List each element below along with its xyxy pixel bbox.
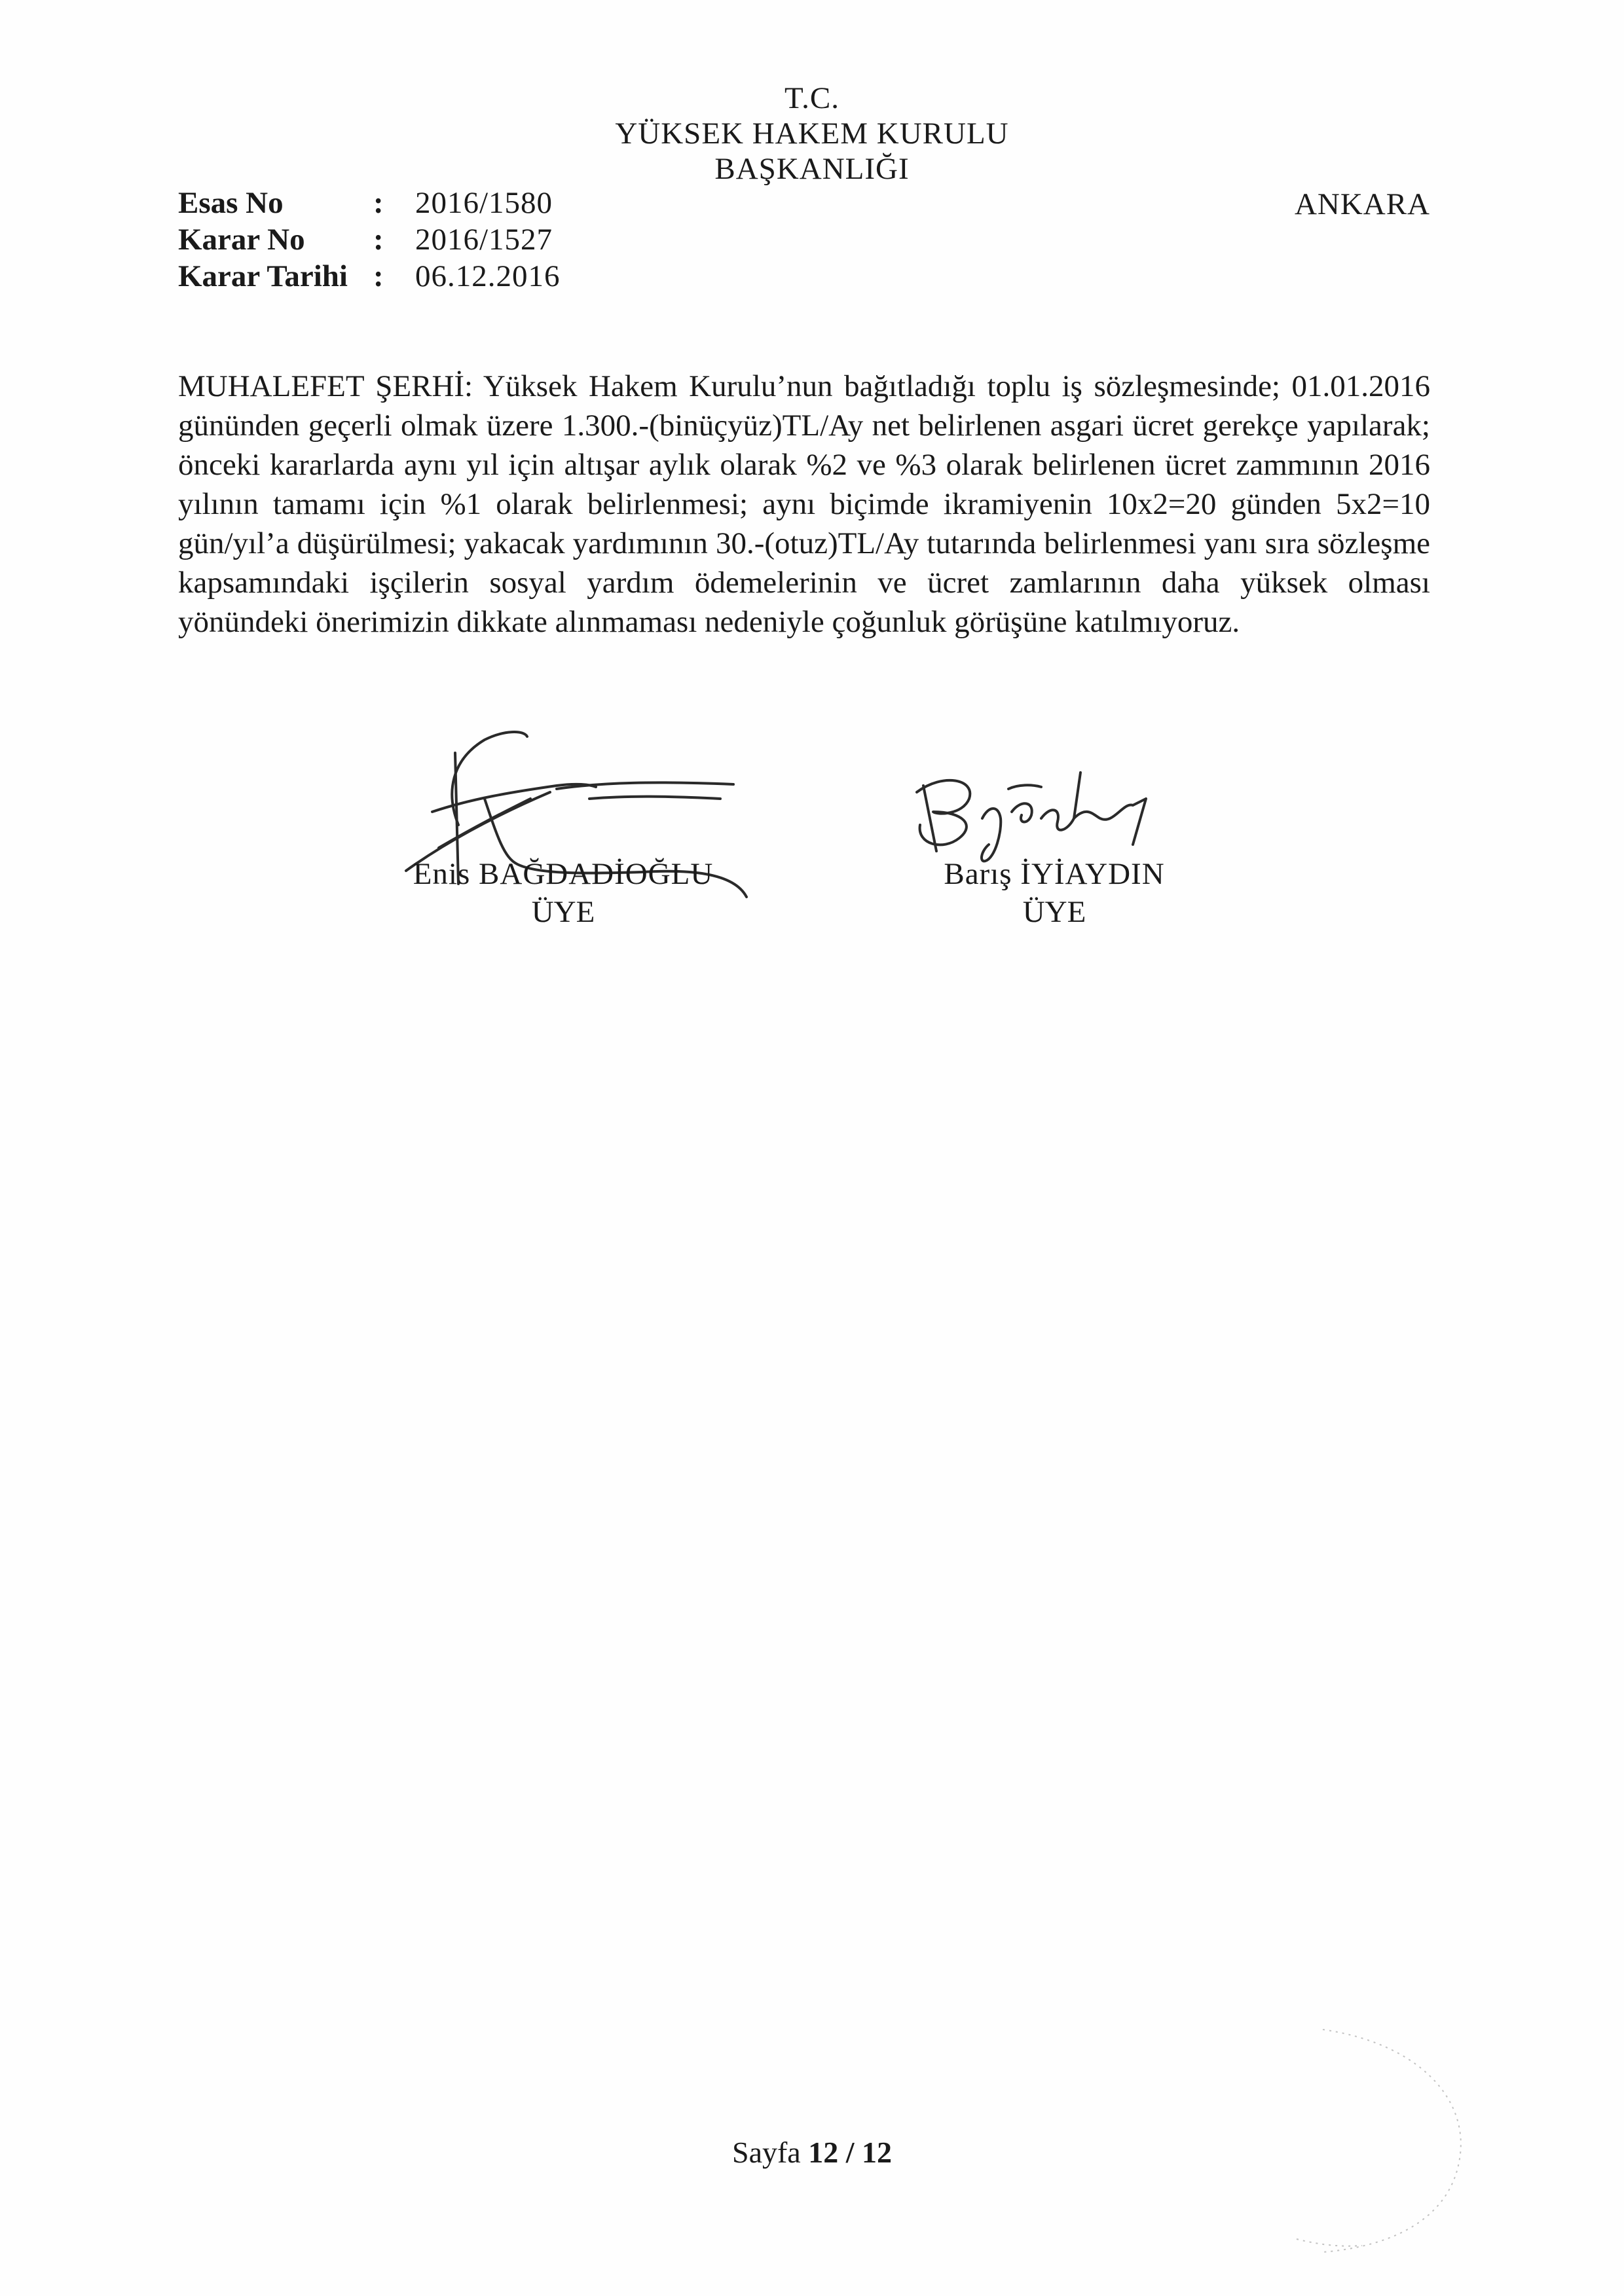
footer-total-pages: 12 [862,2136,893,2169]
meta-value: 2016/1527 [415,223,553,257]
meta-row-karar-tarihi [178,258,767,295]
signatory-role: ÜYE [531,895,595,929]
meta-value: 2016/1580 [415,186,553,220]
signature-right-image [897,753,1172,871]
header-tc: T.C. [784,81,840,115]
case-meta [178,185,767,295]
page-footer [0,2134,1624,2171]
footer-prefix: Sayfa [731,2136,809,2169]
meta-value: 06.12.2016 [415,259,561,293]
meta-label: Esas No [178,186,284,220]
dissent-text: MUHALEFET ŞERHİ: Yüksek Hakem Kurulu’nun bağıtladığı toplu iş sözleşmesinde; 01.01.2016 gününden geçerli olmak üzere 1.300.-(binüçyüz)TL/Ay net belirlenen asgari ücret gerekçe yapılarak; önceki kararlarda aynı yıl için altışar aylık olarak %2 ve %3 olarak belirlenen ücret zammının 2016 yılının tamamı için %1 olarak belirlenmesi; aynı biçimde ikramiyenin 10x2=20 günden 5x2=10 gün/yıl’a düşürülmesi; yakacak yardımının 30.-(otuz)TL/Ay tutarında belirlenmesi yanı sıra sözleşme kapsamındaki işçilerin sosyal yardım ödemelerinin ve ücret zamlarının daha yüksek olması yönündeki önerimizin dikkate alınmaması nedeniyle çoğunluk görüşüne katılmıyoruz. [178,369,1430,639]
city-label: ANKARA [1294,187,1430,221]
meta-row-esas [178,185,767,221]
meta-label: Karar No [178,223,305,257]
meta-colon: : [373,223,384,257]
signatory-name: Barış İYİAYDIN [944,857,1165,891]
signatory-role: ÜYE [1022,895,1086,929]
meta-colon: : [373,186,384,220]
footer-separator: / [838,2136,862,2169]
footer-current-page: 12 [808,2136,839,2169]
meta-row-karar [178,221,767,258]
meta-label: Karar Tarihi [178,259,348,293]
signature-block-left [380,855,747,931]
signature-block-right [871,855,1238,931]
header-presidency: BAŞKANLIĞI [714,152,910,186]
meta-colon: : [373,259,384,293]
signatory-name: Enis BAĞDADİOĞLU [413,857,714,891]
header-organization: YÜKSEK HAKEM KURULU [615,117,1009,151]
